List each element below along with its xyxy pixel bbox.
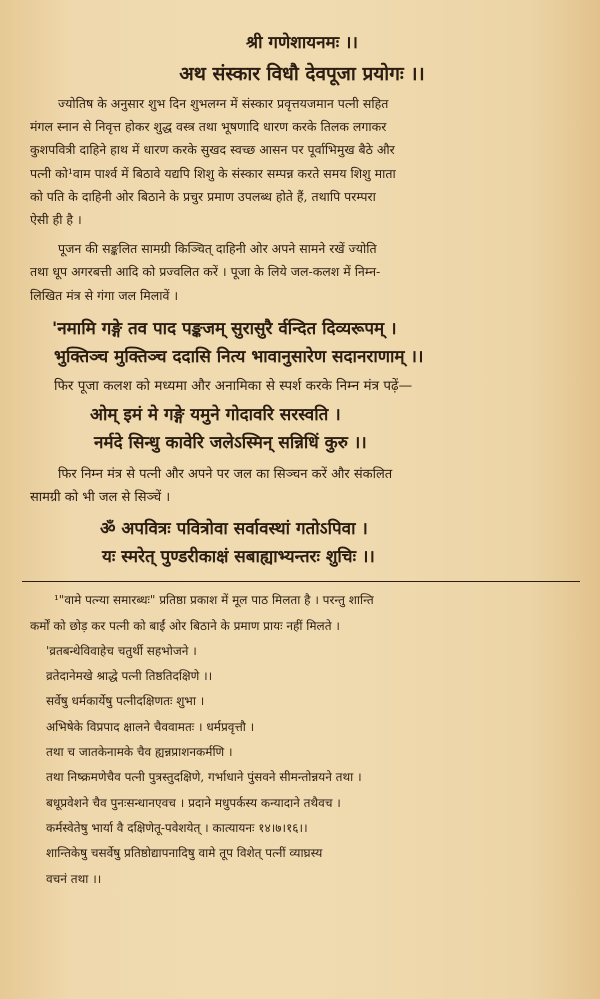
paragraph-intro <box>30 92 574 231</box>
footnote-line: कर्मों को छोड़ कर पत्नी को बाईं ओर बिठाने के प्रमाण प्रायः नहीं मिलते । <box>30 618 340 633</box>
verse-line: 'नमामि गङ्गे तव पाद पङ्कजम् सुरासुरै र्वन्दित दिव्यरूपम् । <box>52 318 397 339</box>
text-line: तथा धूप अगरबत्ती आदि को प्रज्वलित करें । पूजा के लिये जल-कलश में निम्न- <box>30 264 381 280</box>
verse-apavitra-mantra <box>30 515 574 571</box>
verse-line: ओम् इमं मे गङ्गे यमुने गोदावरि सरस्वति । <box>90 404 341 425</box>
verse-line: भुक्तिञ्च मुक्तिञ्च ददासि नित्य भावानुसारेण सदानराणाम् ।। <box>54 346 424 367</box>
footnote <box>30 588 574 892</box>
footnote-line: सर्वेषु धर्मकार्येषु पत्नीदक्षिणतः शुभा । <box>46 694 205 709</box>
text-line: फिर निम्न मंत्र से पत्नी और अपने पर जल का सिञ्चन करें और संकलित <box>58 466 393 482</box>
footnote-line: 'व्रतबन्धेविवाहेच चतुर्थी सहभोजने । <box>46 643 197 658</box>
text-line: ज्योतिष के अनुसार शुभ दिन शुभलग्न में संस्कार प्रवृत्तयजमान पत्नी सहित <box>58 96 389 111</box>
footnote-line: वचनं तथा ।। <box>46 871 102 886</box>
text-line: कुशपवित्री दाहिने हाथ में धारण करके सुखद स्वच्छ आसन पर पूर्वाभिमुख बैठे और <box>30 142 395 158</box>
text-line: पत्नी को¹वाम पार्श्व में बिठावे यद्यपि शिशु के संस्कार सम्पन्न करते समय शिशु माता <box>30 165 396 181</box>
footnote-line: कर्मस्वेतेषु भार्या वै दक्षिणेतू-पवेशयेत् । कात्यायनः १४।७।१६।। <box>46 820 308 835</box>
chapter-heading: अथ संस्कार विधौ देवपूजा प्रयोगः ।। <box>179 63 425 85</box>
paragraph-sprinkle <box>30 463 574 509</box>
text-line: ऐसी ही है । <box>30 212 82 228</box>
footnote-line: तथा च जातकेनामके चैव ह्यन्नप्राशनकर्मणि । <box>46 745 233 760</box>
footnote-line: व्रतेदानेमखे श्राद्धे पत्नी तिष्ठतिदक्षिणे ।। <box>46 669 213 684</box>
verse-rivers-mantra <box>30 401 574 457</box>
footnote-divider <box>22 581 580 582</box>
verse-line: ॐ अपवित्रः पवित्रोवा सर्वावस्थां गतोऽपिवा । <box>100 519 368 540</box>
paragraph-puja <box>30 237 574 307</box>
footnote-line: बधूप्रवेशने चैव पुनःसन्धानएवच । प्रदाने मधुपर्कस्य कन्यादाने तथैवच । <box>46 795 341 810</box>
text-line: सामग्री को भी जल से सिञ्चें । <box>30 490 171 506</box>
footnote-line: तथा निष्क्रमणेचैव पत्नी पुत्रस्तुदक्षिणे, गर्भाधाने पुंसवने सीमन्तोन्नयने तथा । <box>46 770 362 785</box>
text-line: को पति के दाहिनी ओर बिठाने के प्रचुर प्रमाण उपलब्ध होते हैं, तथापि परम्परा <box>30 188 376 204</box>
instruction-kalash: फिर पूजा कलश को मध्यमा और अनामिका से स्पर्श करके निम्न मंत्र पढ़ें— <box>54 377 413 394</box>
footnote-line: शान्तिकेषु चसर्वेषु प्रतिष्ठोद्यापनादिषु वामे तूप विशेत् पत्नीं व्याघ्रस्य <box>46 846 323 861</box>
footnote-line: ¹"वामे पत्न्या समारब्धः" प्रतिष्ठा प्रकाश में मूल पाठ मिलता है । परन्तु शान्ति <box>54 593 374 608</box>
verse-line: यः स्मरेत् पुण्डरीकाक्षं सबाह्याभ्यन्तरः शुचिः ।। <box>102 547 375 568</box>
text-line: पूजन की सङ्कलित सामग्री किञ्चित् दाहिनी ओर अपने सामने रखें ज्योति <box>58 241 377 257</box>
text-line: मंगल स्नान से निवृत्त होकर शुद्ध वस्त्र तथा भूषणादि धारण करके तिलक लगाकर <box>30 119 387 135</box>
verse-ganga-stuti <box>30 315 574 371</box>
invocation-heading: श्री गणेशायनमः ।। <box>246 33 358 53</box>
text-line: लिखित मंत्र से गंगा जल मिलावें । <box>30 287 179 303</box>
verse-line: नर्मदे सिन्धु कावेरि जलेऽस्मिन् सन्निधिं कुरु ।। <box>94 432 367 453</box>
footnote-line: अभिषेके विप्रपाद क्षालने चैववामतः । धर्मप्रवृत्तौ । <box>46 719 255 734</box>
